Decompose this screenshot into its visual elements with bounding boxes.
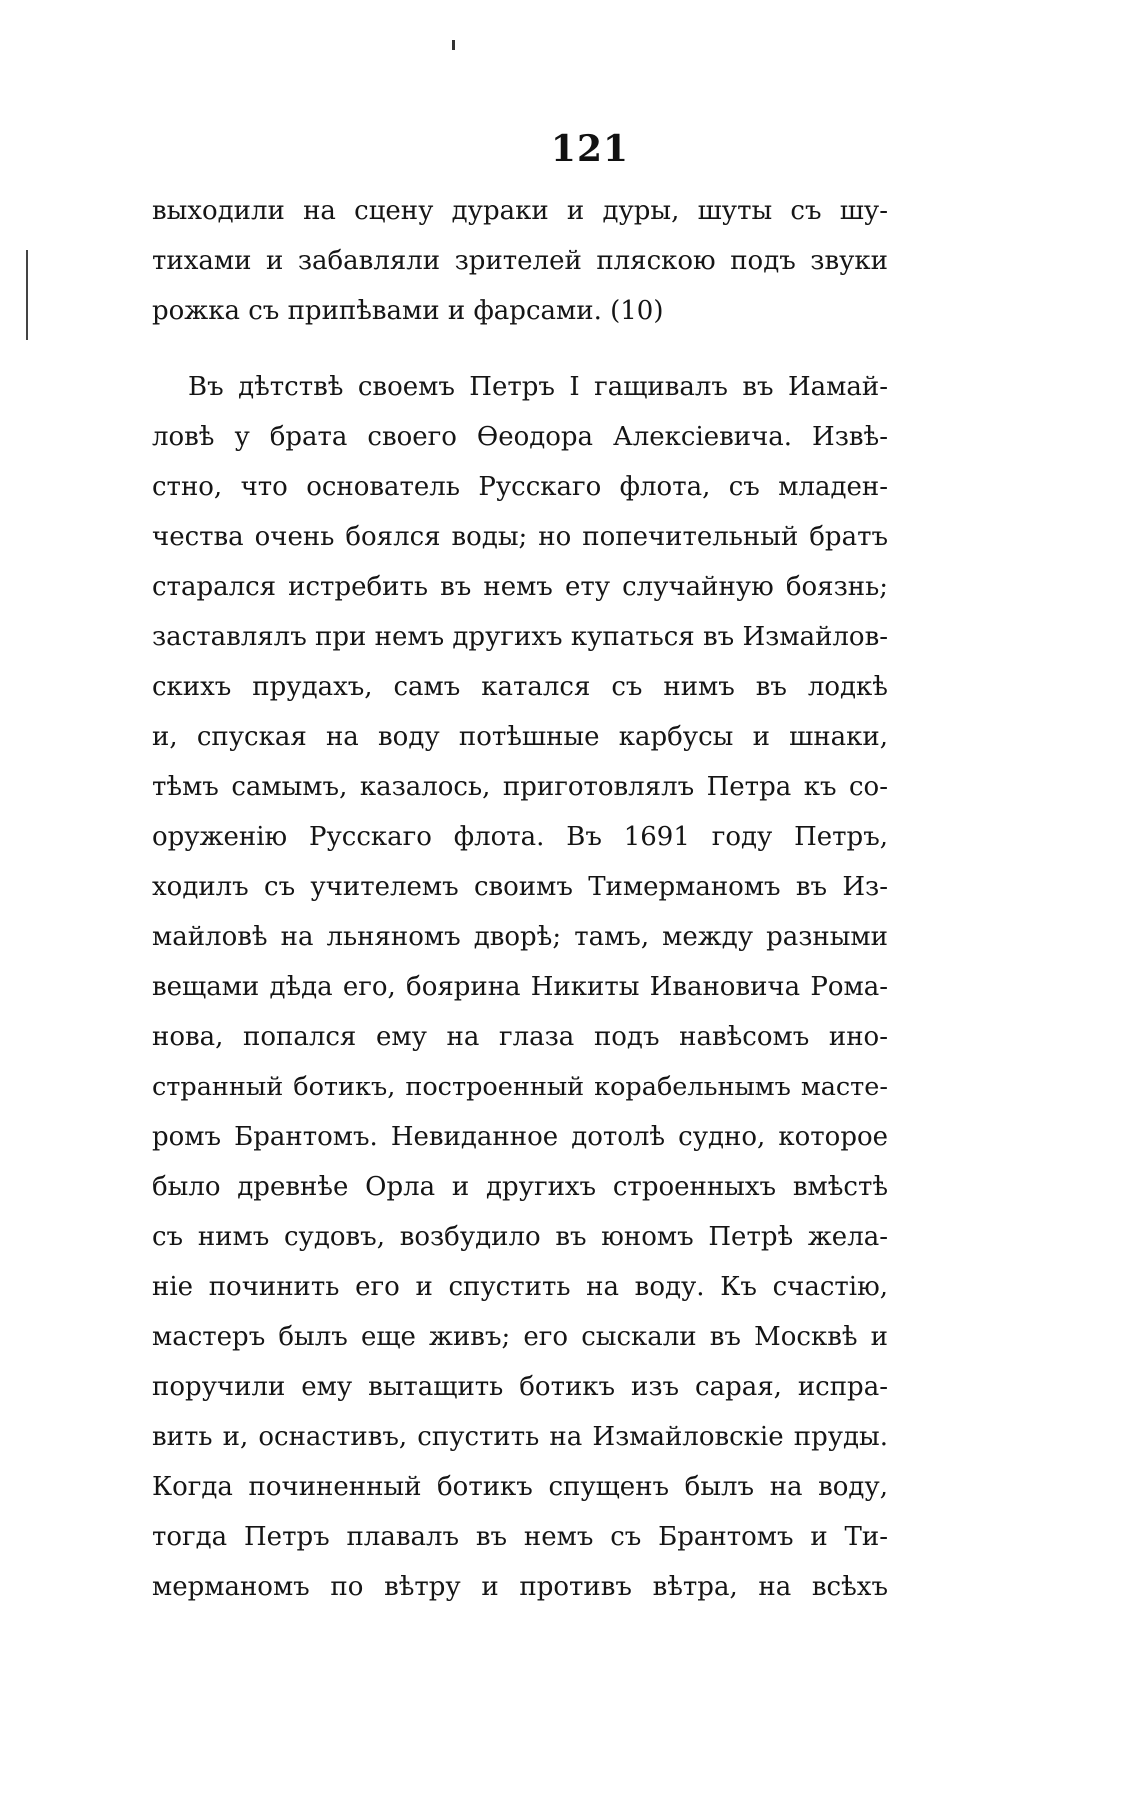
body-text <box>152 186 888 1612</box>
text-line: Въ дѣтствѣ своемъ Петръ I гащивалъ въ Иамай- <box>188 372 888 402</box>
text-line: ромъ Брантомъ. Невиданное дотолѣ судно, которое <box>152 1122 888 1152</box>
text-line: и, спуская на воду потѣшные карбусы и шнаки, <box>152 722 888 752</box>
text-line: чества очень боялся воды; но попечительный братъ <box>152 522 888 552</box>
text-line: нова, попался ему на глаза подъ навѣсомъ ино- <box>152 1022 888 1052</box>
text-line: мастеръ былъ еще живъ; его сыскали въ Москвѣ и <box>152 1322 888 1352</box>
text-line: мерманомъ по вѣтру и противъ вѣтра, на всѣхъ <box>152 1572 888 1602</box>
text-line: тѣмъ самымъ, казалось, приготовлялъ Петра къ со- <box>152 772 888 802</box>
text-line: вещами дѣда его, боярина Никиты Ивановича Рома- <box>152 972 888 1002</box>
text-line: съ нимъ судовъ, возбудило въ юномъ Петрѣ жела- <box>152 1222 888 1252</box>
paragraph-2 <box>152 362 888 1612</box>
text-line: Когда починенный ботикъ спущенъ былъ на воду, <box>152 1472 888 1502</box>
text-line: оруженію Русскаго флота. Въ 1691 году Петръ, <box>152 822 888 852</box>
text-line: рожка съ припѣвами и фарсами. (10) <box>152 296 664 326</box>
text-line: поручили ему вытащить ботикъ изъ сарая, испра- <box>152 1372 888 1402</box>
text-line: ловѣ у брата своего Ѳеодора Алексіевича. Извѣ- <box>152 422 888 452</box>
text-line: было древнѣе Орла и другихъ строенныхъ вмѣстѣ <box>152 1172 888 1202</box>
text-line: майловѣ на льняномъ дворѣ; тамъ, между разными <box>152 922 888 952</box>
paragraph-gap <box>152 336 888 362</box>
text-line: выходили на сцену дураки и дуры, шуты съ шу- <box>152 196 888 226</box>
text-line: скихъ прудахъ, самъ катался съ нимъ въ лодкѣ <box>152 672 888 702</box>
text-line: ніе починить его и спустить на воду. Къ счастію, <box>152 1272 888 1302</box>
text-line: вить и, оснастивъ, спустить на Измайловскіе пруды. <box>152 1422 888 1452</box>
text-line: тихами и забавляли зрителей пляскою подъ звуки <box>152 246 888 276</box>
text-line: странный ботикъ, построенный корабельнымъ масте- <box>152 1072 888 1102</box>
text-line: заставлялъ при немъ другихъ купаться въ Измайлов- <box>152 622 888 652</box>
page-number: 121 <box>550 128 630 170</box>
scan-mark <box>452 40 455 50</box>
text-line: стно, что основатель Русскаго флота, съ младен- <box>152 472 888 502</box>
text-line: ходилъ съ учителемъ своимъ Тимерманомъ въ Из- <box>152 872 888 902</box>
text-line: старался истребить въ немъ ету случайную боязнь; <box>152 572 888 602</box>
margin-line <box>26 250 28 340</box>
paragraph-1 <box>152 186 888 336</box>
text-line: тогда Петръ плавалъ въ немъ съ Брантомъ и Ти- <box>152 1522 888 1552</box>
